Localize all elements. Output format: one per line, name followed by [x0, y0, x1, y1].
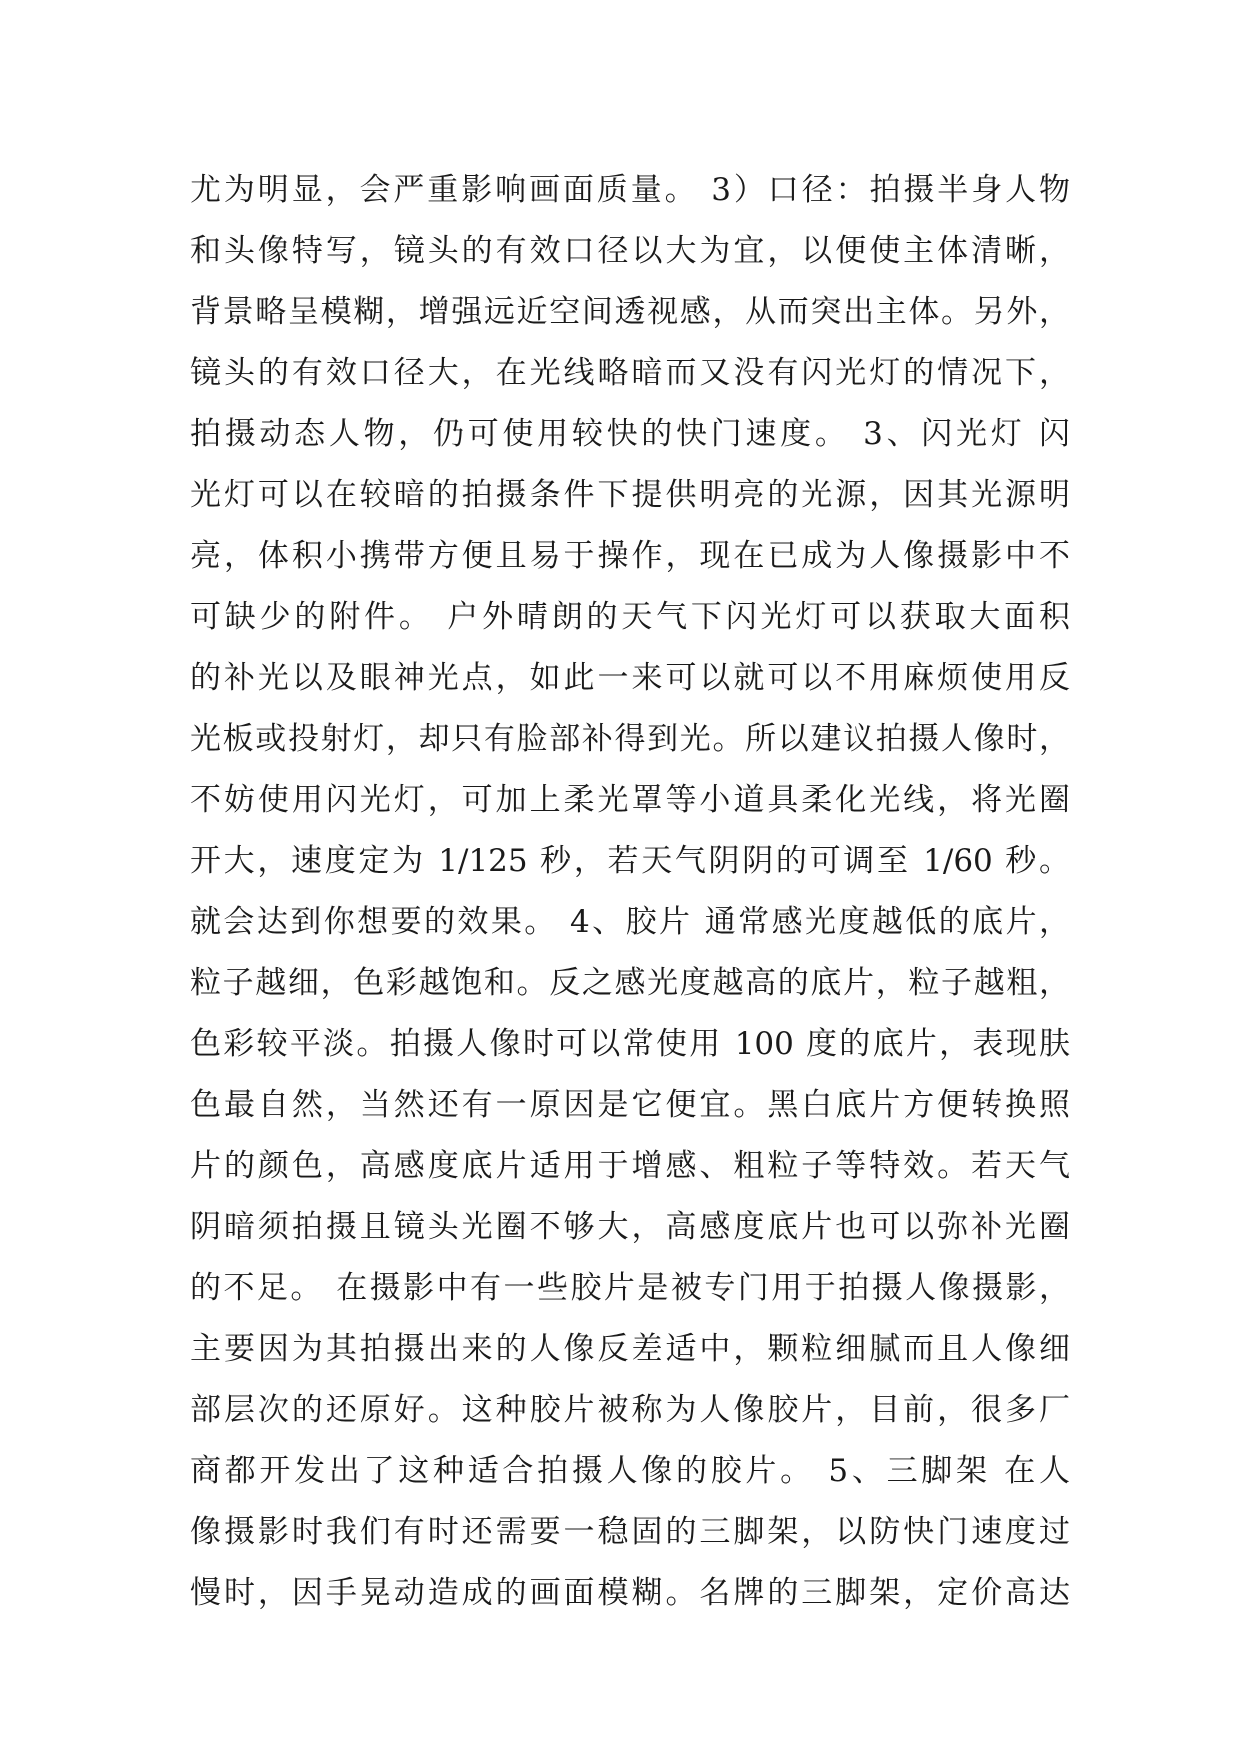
- text-line: 拍摄动态人物，仍可使用较快的快门速度。 3、闪光灯 闪: [190, 416, 1070, 452]
- text-line: 尤为明显，会严重影响画面质量。 3）口径：拍摄半身人物: [190, 172, 1070, 208]
- text-line: 主要因为其拍摄出来的人像反差适中，颗粒细腻而且人像细: [190, 1331, 1070, 1367]
- text-line: 的不足。 在摄影中有一些胶片是被专门用于拍摄人像摄影，: [190, 1270, 1070, 1306]
- text-line: 像摄影时我们有时还需要一稳固的三脚架，以防快门速度过: [190, 1514, 1070, 1550]
- text-line: 不妨使用闪光灯，可加上柔光罩等小道具柔化光线，将光圈: [190, 782, 1070, 818]
- text-line: 慢时，因手晃动造成的画面模糊。名牌的三脚架，定价高达: [190, 1575, 1070, 1611]
- text-line: 亮，体积小携带方便且易于操作，现在已成为人像摄影中不: [190, 538, 1070, 574]
- text-line: 光灯可以在较暗的拍摄条件下提供明亮的光源，因其光源明: [190, 477, 1070, 513]
- text-line: 商都开发出了这种适合拍摄人像的胶片。 5、三脚架 在人: [190, 1453, 1070, 1489]
- text-line: 镜头的有效口径大，在光线略暗而又没有闪光灯的情况下，: [190, 355, 1070, 391]
- text-line: 和头像特写，镜头的有效口径以大为宜，以便使主体清晰，: [190, 233, 1070, 269]
- text-line: 就会达到你想要的效果。 4、胶片 通常感光度越低的底片，: [190, 904, 1070, 940]
- text-line: 粒子越细，色彩越饱和。反之感光度越高的底片，粒子越粗，: [190, 965, 1070, 1001]
- body-text: [190, 160, 1070, 1624]
- text-line: 开大，速度定为 1/125 秒，若天气阴阴的可调至 1/60 秒。: [190, 843, 1070, 879]
- text-line: 色彩较平淡。拍摄人像时可以常使用 100 度的底片，表现肤: [190, 1026, 1070, 1062]
- text-line: 可缺少的附件。 户外晴朗的天气下闪光灯可以获取大面积: [190, 599, 1070, 635]
- text-line: 背景略呈模糊，增强远近空间透视感，从而突出主体。另外，: [190, 294, 1070, 330]
- text-line: 部层次的还原好。这种胶片被称为人像胶片，目前，很多厂: [190, 1392, 1070, 1428]
- text-line: 的补光以及眼神光点，如此一来可以就可以不用麻烦使用反: [190, 660, 1070, 696]
- text-line: 色最自然，当然还有一原因是它便宜。黑白底片方便转换照: [190, 1087, 1070, 1123]
- text-line: 阴暗须拍摄且镜头光圈不够大，高感度底片也可以弥补光圈: [190, 1209, 1070, 1245]
- text-line: 光板或投射灯，却只有脸部补得到光。所以建议拍摄人像时，: [190, 721, 1070, 757]
- text-line: 片的颜色，高感度底片适用于增感、粗粒子等特效。若天气: [190, 1148, 1070, 1184]
